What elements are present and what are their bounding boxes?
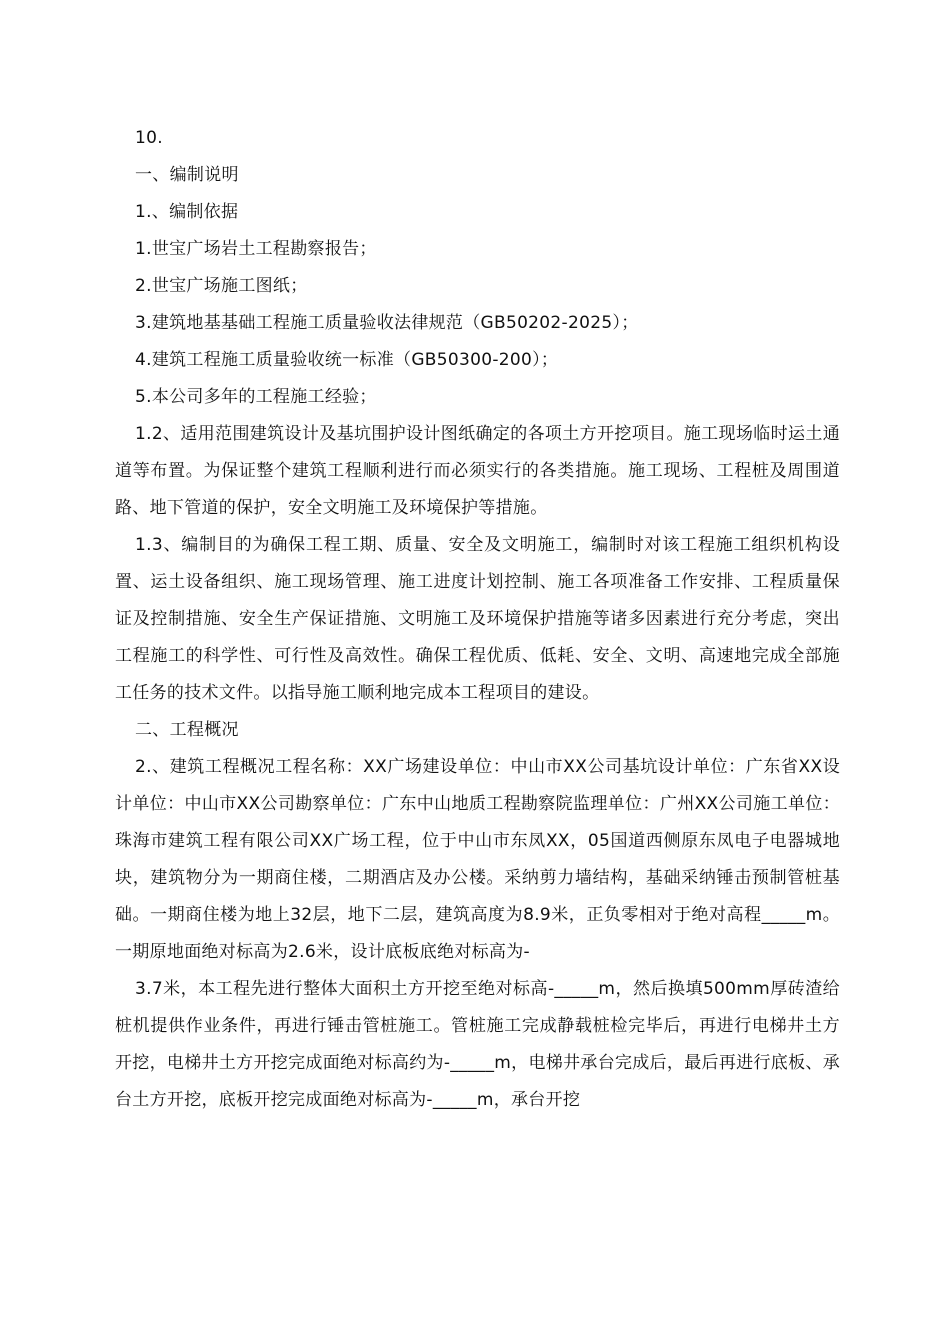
basis-item: 1.世宝广场岩土工程勘察报告； xyxy=(135,239,377,259)
scope-paragraph: 1.2、适用范围建筑设计及基坑围护设计图纸确定的各项土方开挖项目。施工现场临时运土通道等布置。为保证整个建筑工程顺利进行而必须实行的各类措施。施工现场、工程桩及周围道路、地下管道的保护，安全文明施工及环境保护等措施。 xyxy=(115,424,840,518)
overview-paragraph: 2.、建筑工程概况工程名称：XX广场建设单位：中山市XX公司基坑设计单位：广东省XX设计单位：中山市XX公司勘察单位：广东中山地质工程勘察院监理单位：广州XX公司施工单位：珠海市建筑工程有限公司XX广场工程，位于中山市东凤XX，05国道西侧原东凤电子电器城地块，建筑物分为一期商住楼，二期酒店及办公楼。采纳剪力墙结构，基础采纳锤击预制管桩基础。一期商住楼为地上32层，地下二层，建筑高度为8.9米，正负零相对于绝对高程_____m。一期原地面绝对标高为2.6米，设计底板底绝对标高为- xyxy=(115,757,840,962)
section-2-heading: 二、工程概况 xyxy=(135,720,239,740)
basis-item: 4.建筑工程施工质量验收统一标准（GB50300-200）； xyxy=(135,350,559,370)
page-number: 10. xyxy=(135,128,163,148)
continuation-paragraph: 3.7米，本工程先进行整体大面积土方开挖至绝对标高-_____m，然后换填500mm厚砖渣给桩机提供作业条件，再进行锤击管桩施工。管桩施工完成静载桩检完毕后，再进行电梯井土方开挖，电梯井土方开挖完成面绝对标高约为-_____m，电梯井承台完成后，最后再进行底板、承台土方开挖，底板开挖完成面绝对标高为-_____m，承台开挖 xyxy=(115,979,840,1110)
purpose-paragraph: 1.3、编制目的为确保工程工期、质量、安全及文明施工，编制时对该工程施工组织机构设置、运土设备组织、施工现场管理、施工进度计划控制、施工各项准备工作安排、工程质量保证及控制措施、安全生产保证措施、文明施工及环境保护措施等诸多因素进行充分考虑，突出工程施工的科学性、可行性及高效性。确保工程优质、低耗、安全、文明、高速地完成全部施工任务的技术文件。以指导施工顺利地完成本工程项目的建设。 xyxy=(115,535,840,703)
subsection-basis-heading: 1.、编制依据 xyxy=(135,202,239,222)
document-body xyxy=(115,120,840,1119)
basis-item: 3.建筑地基基础工程施工质量验收法律规范（GB50202-2025）； xyxy=(135,313,639,333)
basis-item: 5.本公司多年的工程施工经验； xyxy=(135,387,377,407)
section-1-heading: 一、编制说明 xyxy=(135,165,239,185)
basis-item: 2.世宝广场施工图纸； xyxy=(135,276,308,296)
